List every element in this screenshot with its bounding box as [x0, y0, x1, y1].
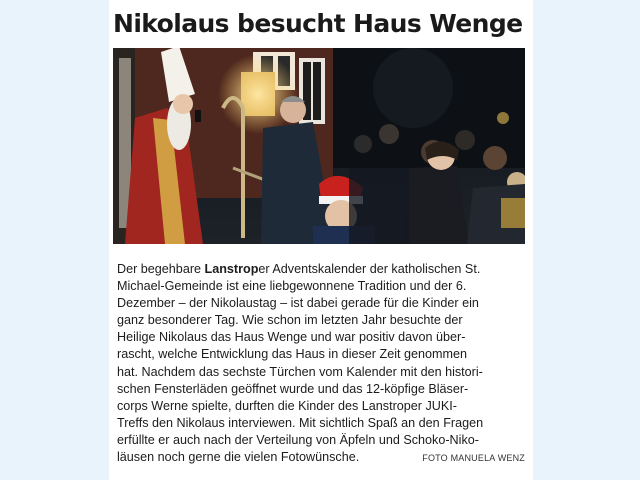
body-line-11: erfüllte er auch nach der Verteilung von Äpfeln und Schoko-Niko- [117, 432, 479, 447]
body-line-5: Heilige Nikolaus das Haus Wenge und war positiv davon über- [117, 330, 466, 345]
photo-credit: FOTO MANUELA WENZ [422, 453, 525, 464]
article-headline: Nikolaus besucht Haus Wenge [113, 9, 523, 38]
body-line-10: Treffs den Nikolaus interviewen. Mit sichtlich Spaß an den Fragen [117, 415, 484, 430]
nikolaus-photo-illustration [113, 48, 525, 244]
body-line-1-part-b: er Adventskalender der katholischen St. [258, 262, 481, 276]
body-line-1-bold: Lanstrop [204, 262, 259, 276]
body-line-7: hat. Nachdem das sechste Türchen vom Kalender mit den histori- [117, 364, 483, 379]
body-line-1-part-a: Der begehbare [117, 262, 205, 276]
body-line-9: corps Werne spielte, durften die Kinder des Lanstroper JUKI- [117, 398, 457, 413]
body-line-12 [117, 449, 525, 467]
body-line-8: schen Fensterläden geöffnet wurde und das 12-köpfige Bläser- [117, 381, 469, 396]
body-line-2: Michael-Gemeinde ist eine liebgewonnene Tradition und der 6. [117, 279, 467, 294]
article-body [117, 261, 527, 467]
article-photo [113, 48, 525, 244]
body-line-12-text: läusen noch gerne die vielen Fotowünsche. [117, 450, 360, 465]
body-line-4: ganz besonderer Tag. Wie schon im letzten Jahr besuchte der [117, 313, 463, 328]
body-line-3: Dezember – der Nikolaustag – ist dabei gerade für die Kinder ein [117, 296, 479, 311]
body-line-6: rascht, welche Entwicklung das Haus in dieser Zeit genommen [117, 347, 467, 362]
body-line-1 [117, 261, 527, 278]
